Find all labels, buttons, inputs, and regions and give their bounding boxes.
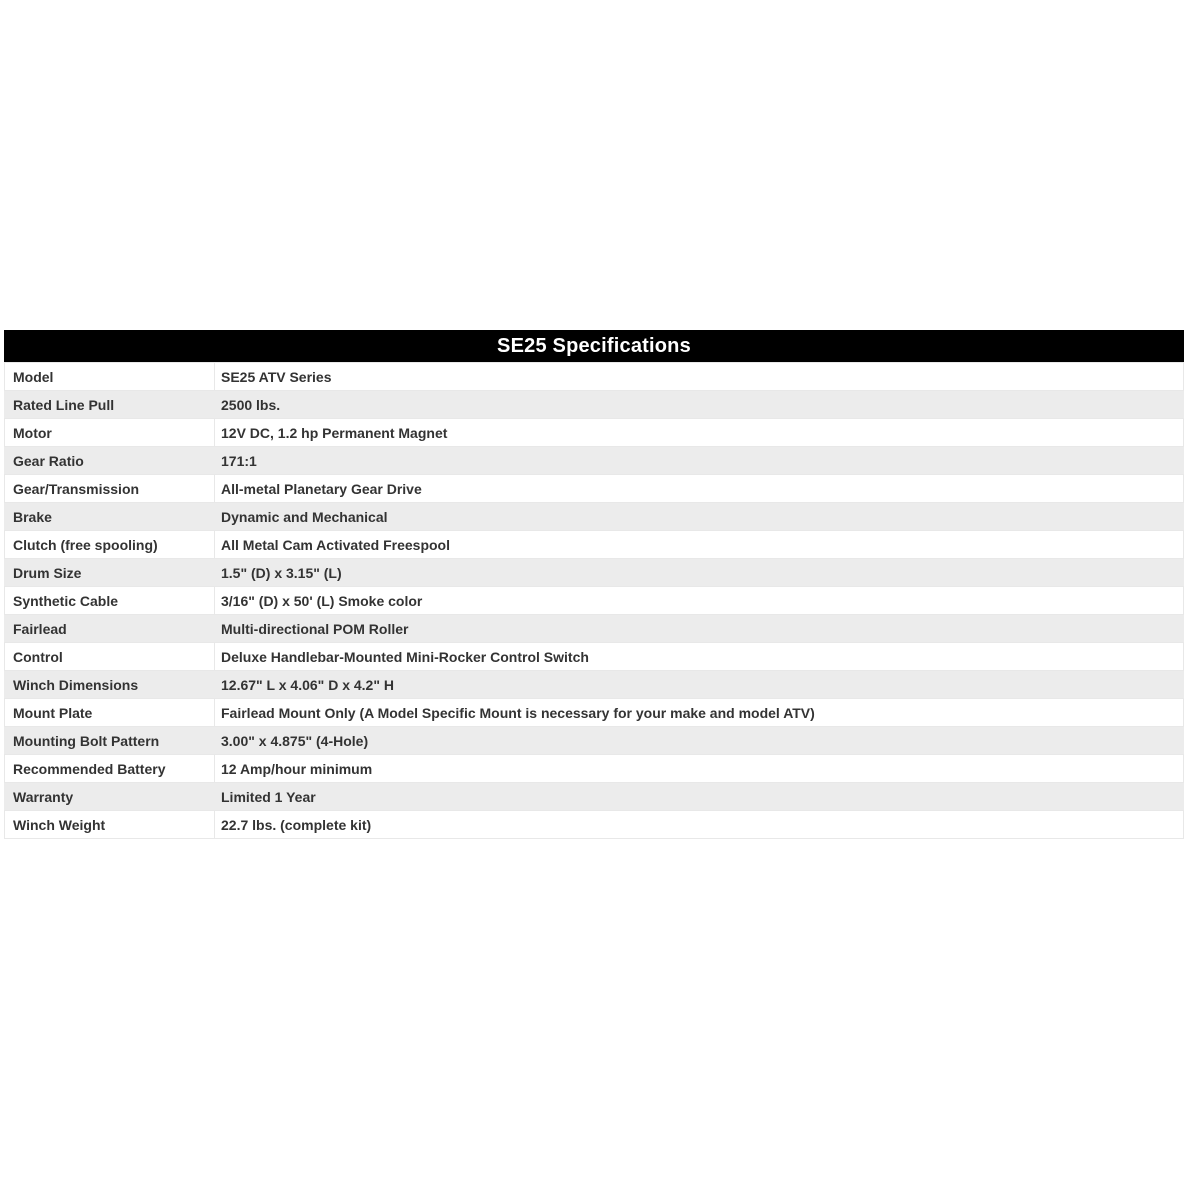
spec-value: Dynamic and Mechanical — [215, 503, 1184, 531]
spec-value: 171:1 — [215, 447, 1184, 475]
spec-row — [5, 447, 1184, 475]
spec-row — [5, 755, 1184, 783]
spec-value: 12.67" L x 4.06" D x 4.2" H — [215, 671, 1184, 699]
spec-label: Mounting Bolt Pattern — [5, 727, 215, 755]
spec-label: Recommended Battery — [5, 755, 215, 783]
spec-row — [5, 363, 1184, 391]
spec-label: Brake — [5, 503, 215, 531]
spec-row — [5, 587, 1184, 615]
spec-row — [5, 419, 1184, 447]
spec-row — [5, 671, 1184, 699]
spec-value: SE25 ATV Series — [215, 363, 1184, 391]
spec-value: All Metal Cam Activated Freespool — [215, 531, 1184, 559]
spec-label: Synthetic Cable — [5, 587, 215, 615]
spec-row — [5, 475, 1184, 503]
spec-row — [5, 559, 1184, 587]
specifications-grid — [4, 362, 1184, 839]
spec-row — [5, 727, 1184, 755]
spec-label: Gear/Transmission — [5, 475, 215, 503]
spec-row — [5, 783, 1184, 811]
spec-label: Fairlead — [5, 615, 215, 643]
specifications-body — [5, 363, 1184, 839]
spec-row — [5, 615, 1184, 643]
spec-value: Deluxe Handlebar-Mounted Mini-Rocker Control Switch — [215, 643, 1184, 671]
spec-label: Motor — [5, 419, 215, 447]
spec-value: 3/16" (D) x 50' (L) Smoke color — [215, 587, 1184, 615]
spec-label: Mount Plate — [5, 699, 215, 727]
spec-label: Rated Line Pull — [5, 391, 215, 419]
specifications-table-title: SE25 Specifications — [4, 330, 1184, 362]
spec-value: Multi-directional POM Roller — [215, 615, 1184, 643]
spec-label: Control — [5, 643, 215, 671]
spec-value: Limited 1 Year — [215, 783, 1184, 811]
spec-value: 1.5" (D) x 3.15" (L) — [215, 559, 1184, 587]
spec-label: Warranty — [5, 783, 215, 811]
spec-value: 22.7 lbs. (complete kit) — [215, 811, 1184, 839]
spec-value: 3.00" x 4.875" (4-Hole) — [215, 727, 1184, 755]
spec-row — [5, 811, 1184, 839]
spec-row — [5, 503, 1184, 531]
spec-label: Gear Ratio — [5, 447, 215, 475]
spec-value: 12 Amp/hour minimum — [215, 755, 1184, 783]
spec-row — [5, 531, 1184, 559]
spec-label: Model — [5, 363, 215, 391]
spec-value: All-metal Planetary Gear Drive — [215, 475, 1184, 503]
spec-row — [5, 643, 1184, 671]
spec-label: Winch Weight — [5, 811, 215, 839]
spec-label: Winch Dimensions — [5, 671, 215, 699]
spec-value: 2500 lbs. — [215, 391, 1184, 419]
spec-label: Clutch (free spooling) — [5, 531, 215, 559]
spec-label: Drum Size — [5, 559, 215, 587]
spec-row — [5, 699, 1184, 727]
spec-value: Fairlead Mount Only (A Model Specific Mount is necessary for your make and model ATV) — [215, 699, 1184, 727]
spec-value: 12V DC, 1.2 hp Permanent Magnet — [215, 419, 1184, 447]
spec-row — [5, 391, 1184, 419]
specifications-table — [4, 330, 1184, 839]
